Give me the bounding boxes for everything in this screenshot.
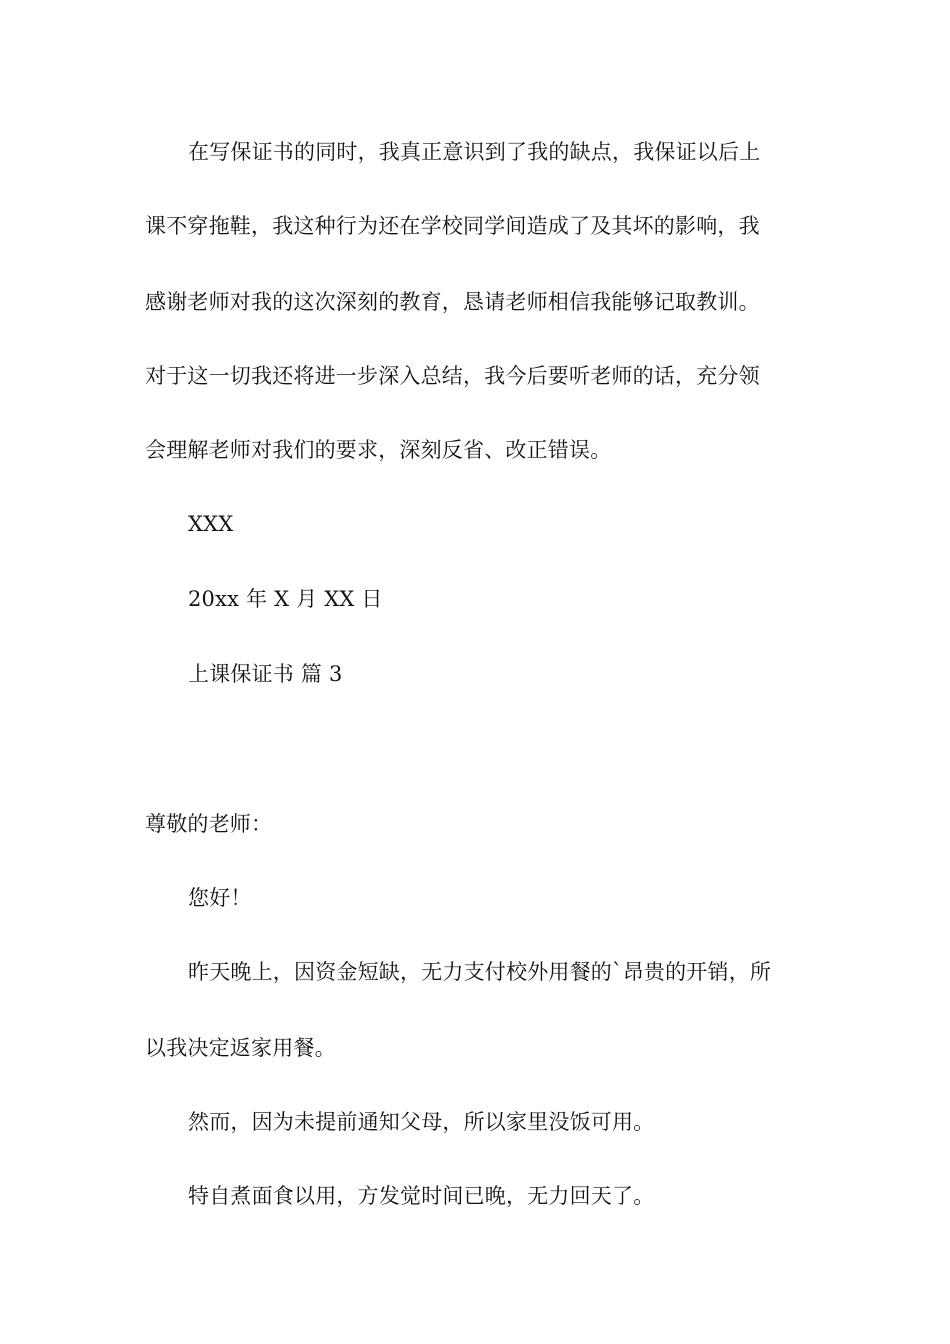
paragraph-line: 昨天晚上，因资金短缺，无力支付校外用餐的`昂贵的开销，所	[188, 960, 772, 984]
signature-date: 20xx 年 X 月 XX 日	[188, 587, 383, 611]
paragraph-line: 课不穿拖鞋，我这种行为还在学校同学间造成了及其坏的影响，我	[145, 214, 760, 238]
section-heading: 上课保证书 篇 3	[188, 662, 343, 686]
paragraph-line: 感谢老师对我的这次深刻的教育，恳请老师相信我能够记取教训。	[145, 290, 760, 314]
paragraph-line: 在写保证书的同时，我真正意识到了我的缺点，我保证以后上	[188, 140, 761, 164]
paragraph-line: 特自煮面食以用，方发觉时间已晚，无力回天了。	[188, 1184, 655, 1208]
greeting: 您好！	[188, 886, 252, 910]
paragraph-line: 对于这一切我还将进一步深入总结，我今后要听老师的话，充分领	[145, 364, 760, 388]
paragraph-line: 会理解老师对我们的要求，深刻反省、改正错误。	[145, 438, 612, 462]
salutation: 尊敬的老师：	[145, 812, 273, 836]
paragraph-line: 以我决定返家用餐。	[145, 1036, 336, 1060]
paragraph-line: 然而，因为未提前通知父母，所以家里没饭可用。	[188, 1110, 655, 1134]
signature-name: XXX	[188, 512, 234, 536]
